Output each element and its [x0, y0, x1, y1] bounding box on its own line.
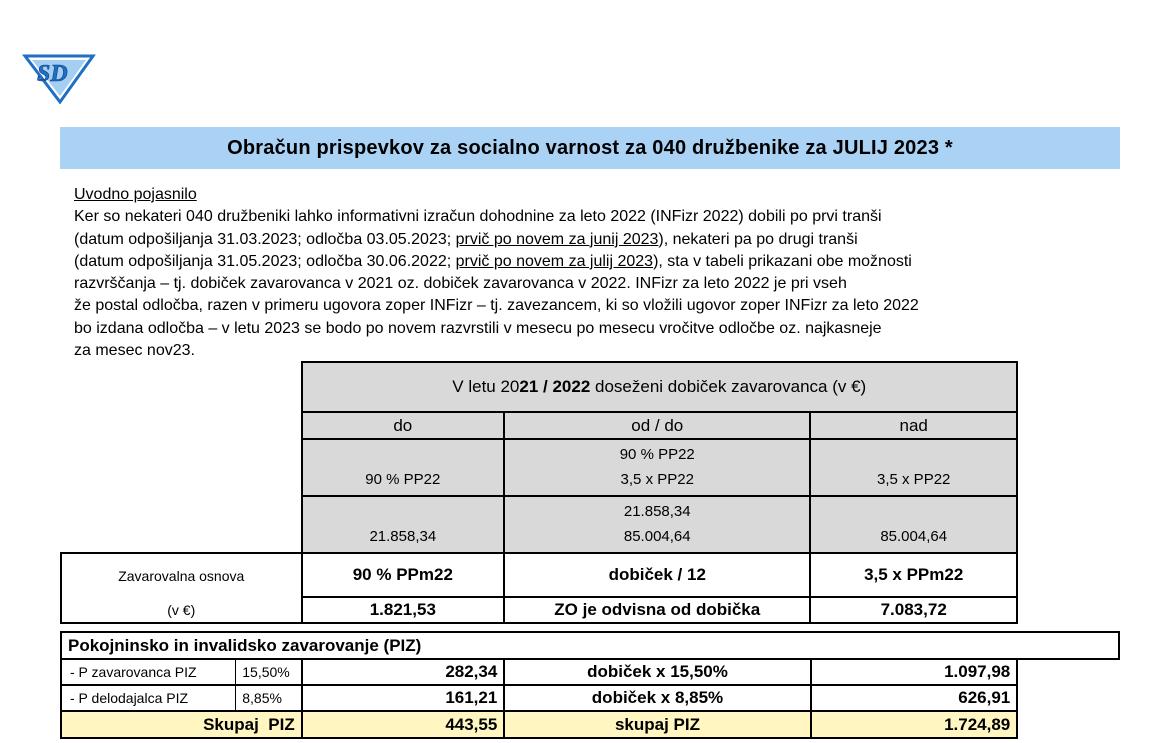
piz-table [60, 631, 1120, 739]
insurance-base-nad: 3,5 x PPm22 [810, 553, 1017, 597]
insurance-base-unit: (v €) [61, 597, 302, 623]
blank-cell [1017, 685, 1119, 711]
intro-line-7: za mesec nov23. [74, 342, 195, 360]
blank-cell [61, 439, 302, 496]
piz-total-label: Skupaj PIZ [61, 711, 302, 738]
intro-line-3-a: (datum odpošiljanja 31.05.2023; odločba 30.06.2022; [74, 252, 456, 270]
piz-row-label: - P zavarovanca PIZ [61, 659, 236, 685]
insurance-base-od-do: dobiček / 12 [504, 553, 810, 597]
bracket-header-c: doseženi dobiček zavarovanca (v €) [590, 377, 867, 396]
row1-od-do [504, 439, 810, 496]
row2-do: 21.858,34 [302, 496, 505, 553]
blank-cell [61, 496, 302, 553]
row2-od-do [504, 496, 810, 553]
intro-line-5: že postal odločba, razen v primeru ugovora zoper INFizr – tj. zavezancem, ki so vložili ugovor zoper INFizr za leto 2022 [74, 297, 919, 315]
blank-cell [1017, 711, 1119, 738]
blank-cell [61, 362, 302, 412]
piz-total-row [61, 711, 1119, 738]
intro-line-3 [74, 251, 1114, 273]
company-logo [22, 50, 96, 104]
row1-od-do-lower: 3,5 x PP22 [620, 471, 694, 488]
piz-total-od-do: skupaj PIZ [504, 711, 810, 738]
intro-heading: Uvodno pojasnilo [74, 186, 197, 203]
row1-do: 90 % PP22 [302, 439, 505, 496]
piz-row-od-do: dobiček x 8,85% [504, 685, 810, 711]
piz-row-rate: 15,50% [236, 659, 302, 685]
svg-text:SD: SD [37, 61, 68, 87]
row1-od-do-upper: 90 % PP22 [619, 446, 695, 463]
piz-row-nad: 626,91 [811, 685, 1018, 711]
bracket-header-years: 21 / 2022 [519, 377, 591, 396]
row1-nad: 3,5 x PP22 [810, 439, 1017, 496]
blank-cell [1017, 659, 1119, 685]
piz-row-nad: 1.097,98 [811, 659, 1018, 685]
intro-line-2-a: (datum odpošiljanja 31.03.2023; odločba 03.05.2023; [74, 230, 456, 248]
intro-line-3-b: ), sta v tabeli prikazani obe možnosti [653, 252, 912, 270]
insurance-base-label: Zavarovalna osnova [61, 553, 302, 597]
row2-od-do-upper: 21.858,34 [623, 503, 691, 520]
intro-line-2-b: ), nekateri pa po drugi tranši [658, 230, 858, 248]
col-header-od-do: od / do [504, 412, 810, 439]
intro-line-2 [74, 229, 1114, 251]
table-row [61, 659, 1119, 685]
intro-line-1: Ker so nekateri 040 družbeniki lahko informativni izračun dohodnine za leto 2022 (INFizr 2022) dobili po prvi tranši [74, 208, 882, 226]
piz-total-do: 443,55 [302, 711, 505, 738]
row2-od-do-lower: 85.004,64 [623, 528, 691, 545]
insurance-base-value-od-do: ZO je odvisna od dobička [504, 597, 810, 623]
blank-cell [61, 412, 302, 439]
piz-row-label: - P delodajalca PIZ [61, 685, 236, 711]
piz-row-od-do: dobiček x 15,50% [504, 659, 810, 685]
insurance-base-do: 90 % PPm22 [302, 553, 505, 597]
bracket-header-a: V letu 20 [452, 377, 520, 396]
row2-nad: 85.004,64 [810, 496, 1017, 553]
insurance-base-value-do: 1.821,53 [302, 597, 505, 623]
col-header-do: do [302, 412, 505, 439]
bracket-header [302, 362, 1017, 412]
intro-line-4: razvrščanja – tj. dobiček zavarovanca v 2021 oz. dobiček zavarovanca v 2022. INFizr za leto 2022 je pri vseh [74, 275, 847, 293]
bracket-table [60, 361, 1018, 624]
piz-row-rate: 8,85% [236, 685, 302, 711]
piz-total-nad: 1.724,89 [811, 711, 1018, 738]
intro-line-6: bo izdana odločba – v letu 2023 se bodo po novem razvrstili v mesecu po mesecu vročitve odločbe oz. najkasneje [74, 319, 882, 337]
page-title-text: Obračun prispevkov za socialno varnost za 040 družbenike za JULIJ 2023 * [227, 136, 953, 159]
piz-heading: Pokojninsko in invalidsko zavarovanje (PIZ) [61, 632, 1119, 659]
col-header-nad: nad [810, 412, 1017, 439]
intro-section [74, 184, 1114, 362]
intro-line-3-underlined: prvič po novem za julij 2023 [455, 252, 654, 270]
piz-row-do: 161,21 [302, 685, 505, 711]
intro-line-2-underlined: prvič po novem za junij 2023 [455, 230, 659, 248]
insurance-base-value-nad: 7.083,72 [810, 597, 1017, 623]
table-row [61, 685, 1119, 711]
piz-row-do: 282,34 [302, 659, 505, 685]
page-title [60, 127, 1120, 169]
